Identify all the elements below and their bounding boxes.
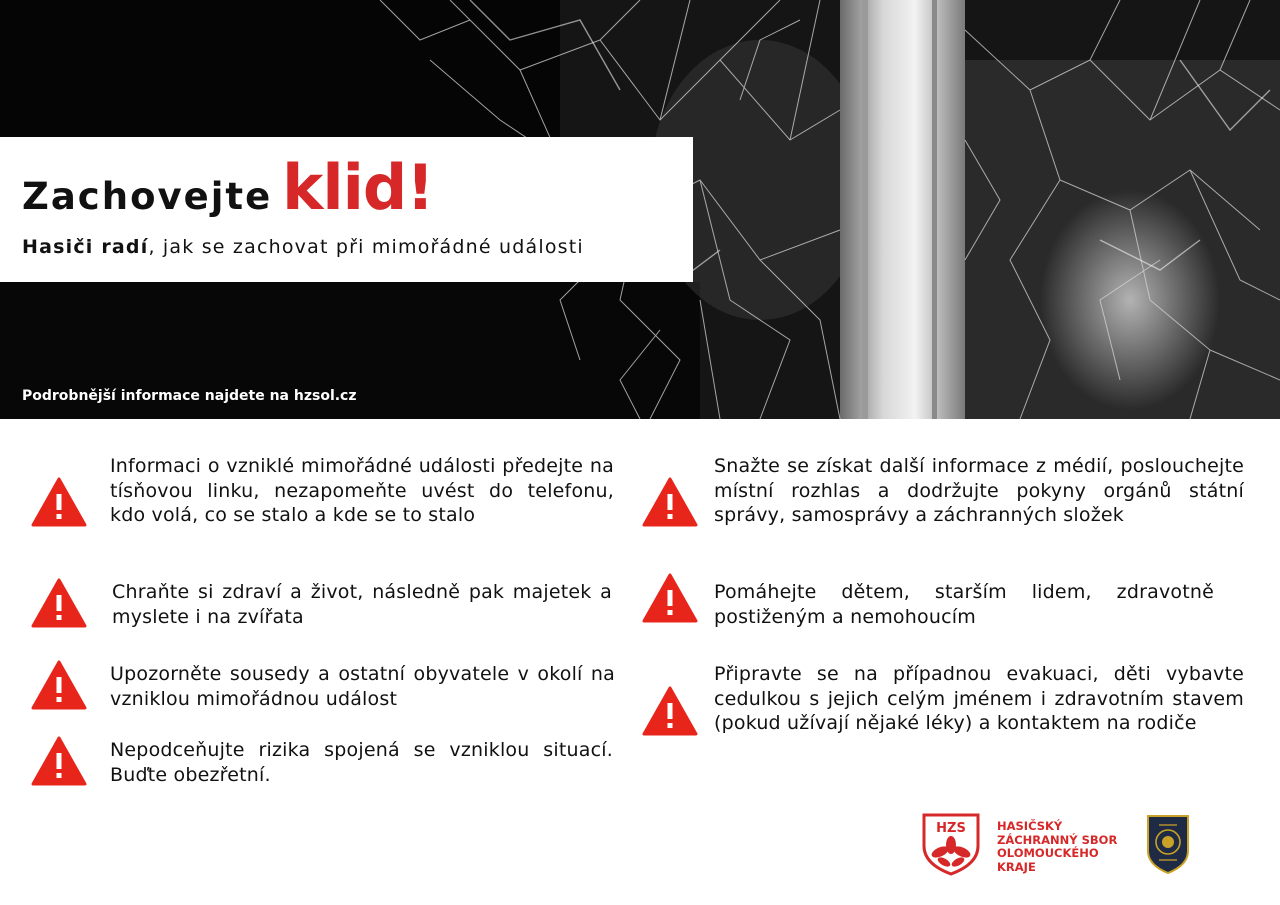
subtitle-rest: , jak se zachovat při mimořádné události bbox=[148, 236, 584, 258]
org-line: OLOMOUCKÉHO bbox=[997, 846, 1099, 860]
tip-text: Připravte se na případnou evakuaci, děti vybavte cedulkou s jejich celým jménem i zdravotním stavem (pokud užívají nějaké léky) a kontaktem na rodiče bbox=[714, 663, 1244, 734]
title-box bbox=[0, 137, 693, 282]
warning-triangle-icon bbox=[31, 736, 87, 786]
hero-banner bbox=[0, 0, 1280, 419]
tip-text: Snažte se získat další informace z médií, poslouchejte místní rozhlas a dodržujte pokyny orgánů státní správy, samosprávy a záchranných složek bbox=[714, 455, 1244, 526]
title-accent: klid! bbox=[282, 151, 434, 224]
page-subtitle bbox=[22, 236, 584, 258]
warning-triangle-icon bbox=[642, 686, 698, 736]
warning-triangle-icon bbox=[642, 477, 698, 527]
tip-text: Informaci o vzniklé mimořádné události předejte na tísňovou linku, nezapomeňte uvést do telefonu, kdo volá, co se stalo a kde se to stalo bbox=[110, 455, 614, 526]
warning-triangle-icon bbox=[31, 477, 87, 527]
title-word: Zachovejte bbox=[22, 175, 273, 218]
tip-text: Chraňte si zdraví a život, následně pak majetek a myslete i na zvířata bbox=[112, 581, 612, 628]
warning-triangle-icon bbox=[642, 573, 698, 623]
org-line: ZÁCHRANNÝ SBOR bbox=[997, 832, 1118, 847]
org-line: HASIČSKÝ bbox=[997, 819, 1063, 833]
page-title bbox=[22, 151, 434, 224]
hzs-logo bbox=[920, 812, 982, 876]
warning-triangle-icon bbox=[31, 660, 87, 710]
tip-text: Upozorněte sousedy a ostatní obyvatele v okolí na vzniklou mimořádnou událost bbox=[110, 663, 615, 710]
org-line: KRAJE bbox=[997, 859, 1036, 874]
more-info-text: Podrobnější informace najdete na hzsol.cz bbox=[22, 388, 357, 404]
tip-text: Pomáhejte dětem, starším lidem, zdravotně postiženým a nemohoucím bbox=[714, 581, 1214, 628]
logo-text: HZS bbox=[936, 821, 966, 836]
tip-text: Nepodceňujte rizika spojená se vzniklou situací. Buďte obezřetní. bbox=[110, 739, 613, 786]
warning-triangle-icon bbox=[31, 578, 87, 628]
organization-name bbox=[997, 820, 1137, 874]
fire-service-badge-icon bbox=[1145, 813, 1191, 875]
subtitle-bold: Hasiči radí bbox=[22, 236, 149, 258]
